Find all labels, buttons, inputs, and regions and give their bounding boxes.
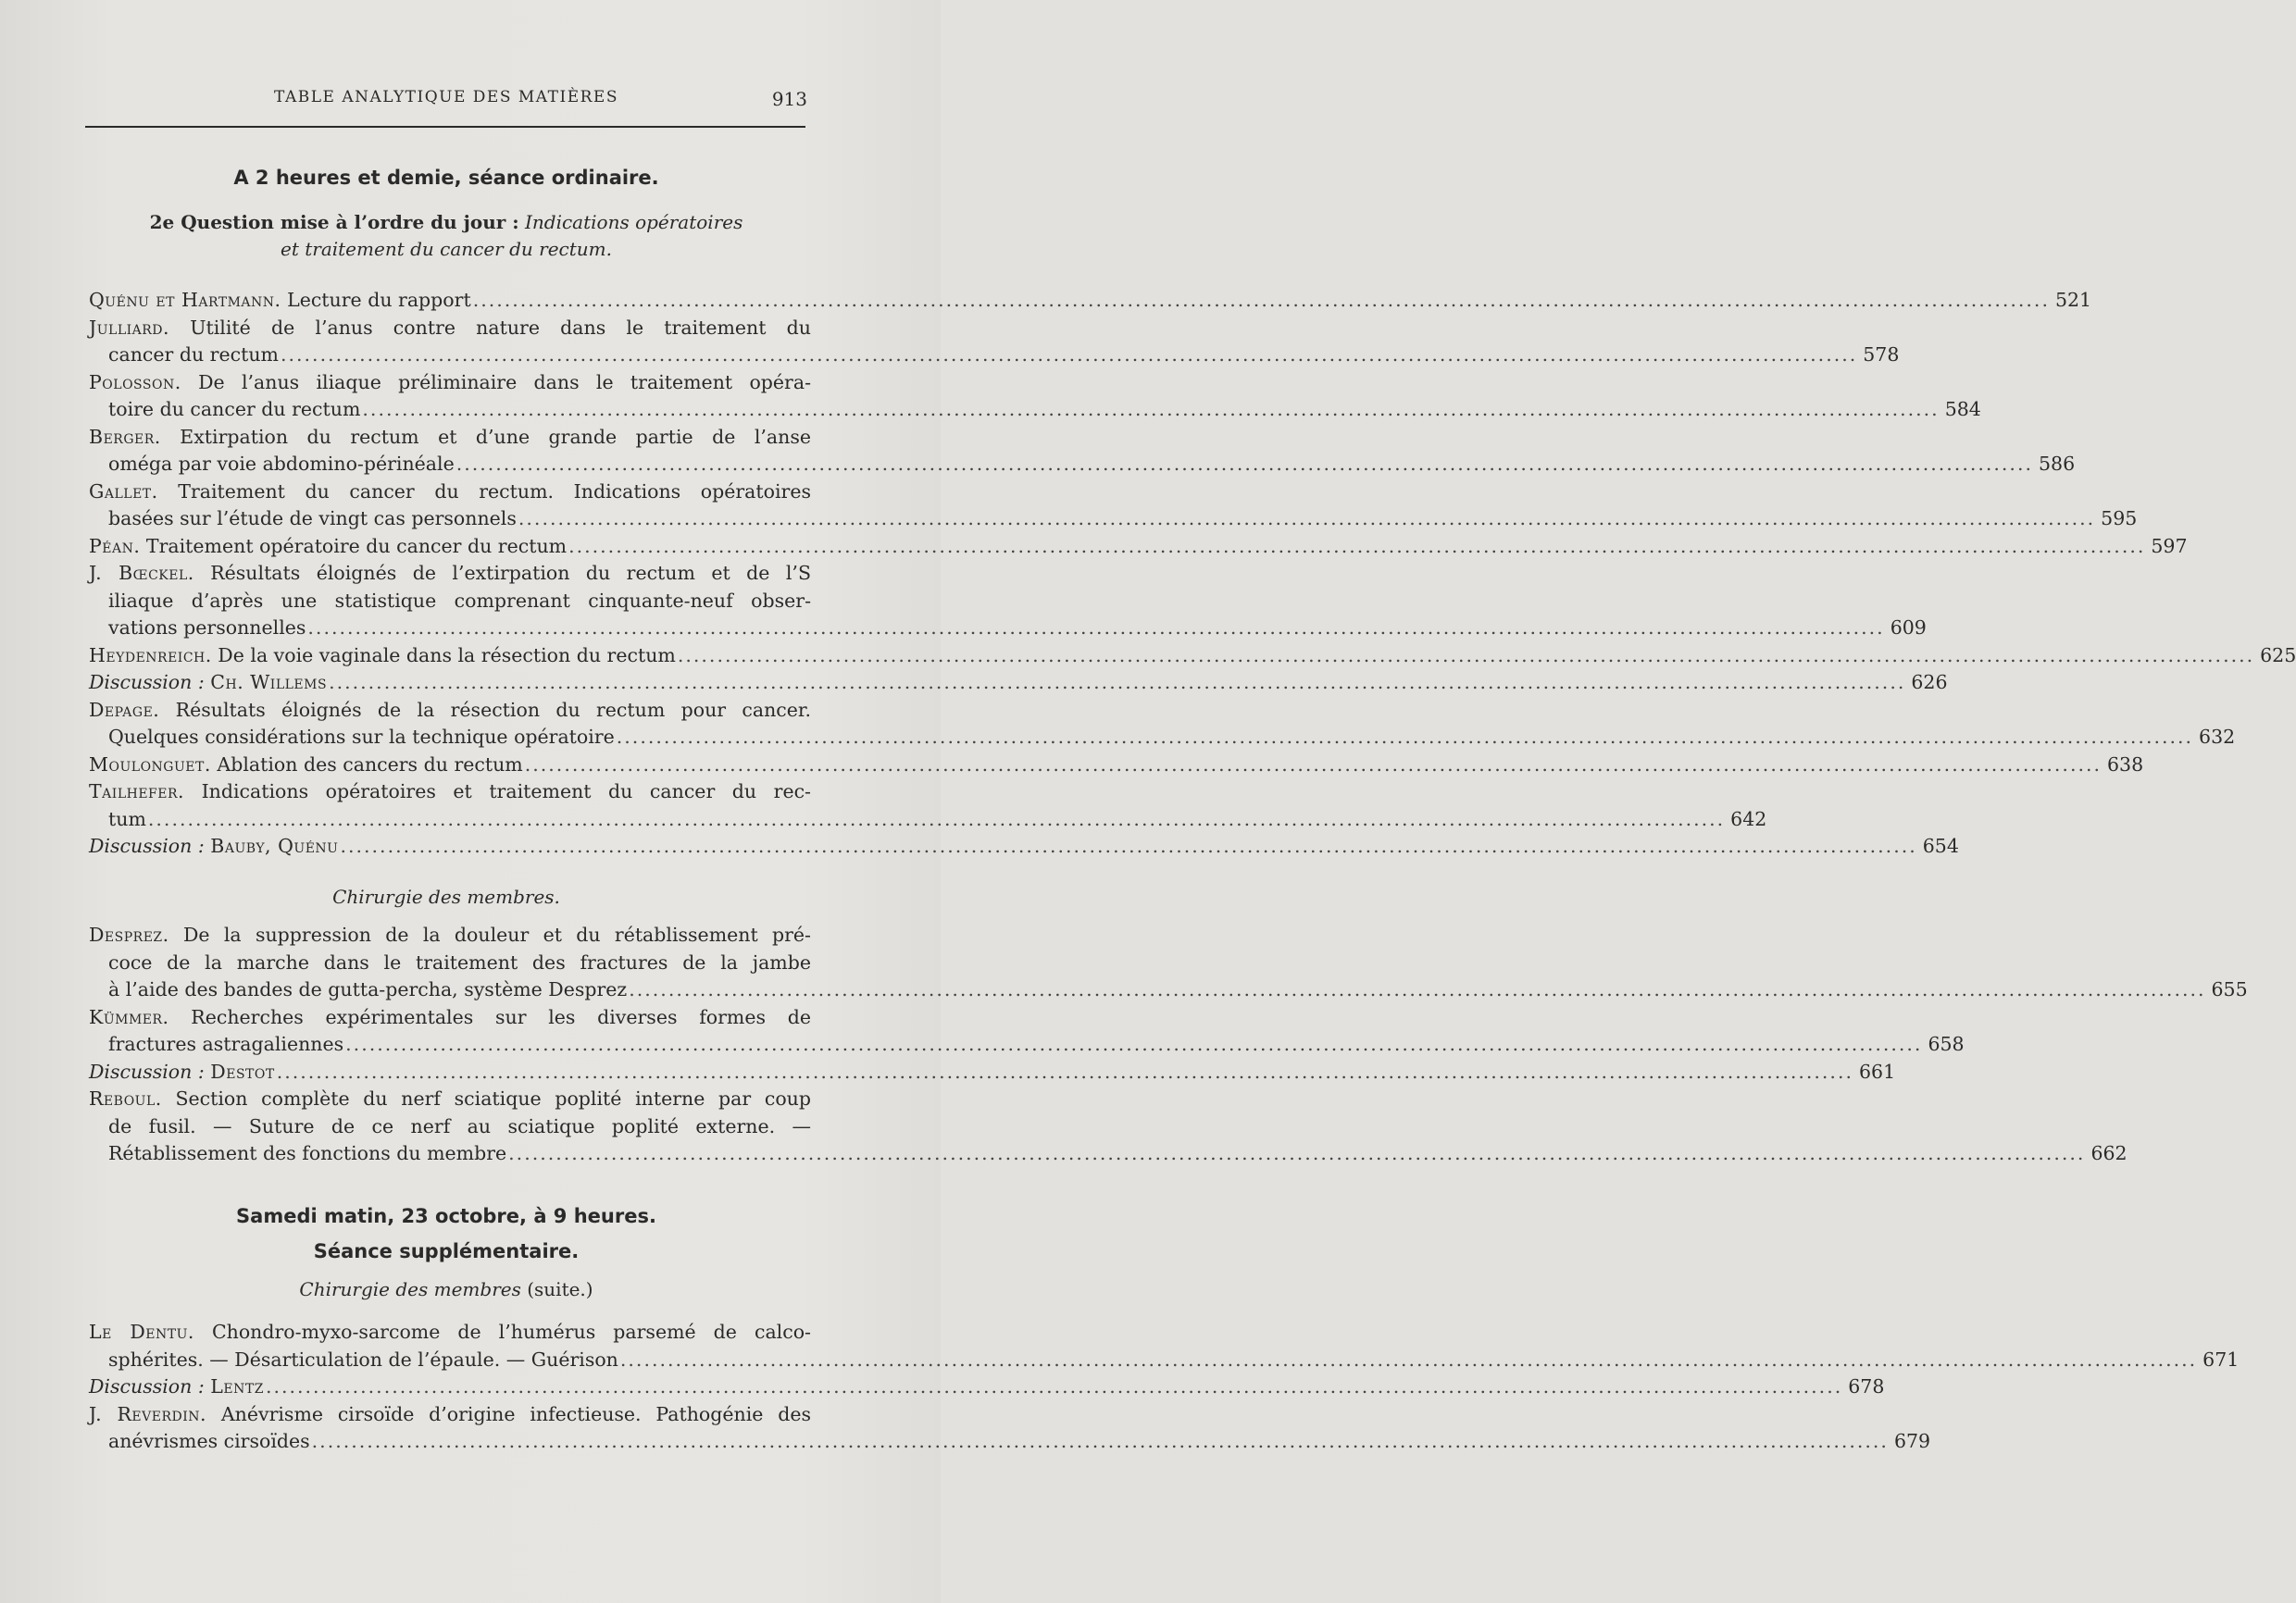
toc-entry (89, 1401, 1931, 1456)
toc-entry (89, 1319, 2240, 1373)
toc-entry-line (89, 315, 811, 342)
author-name: Kümmer. (89, 1005, 169, 1028)
entry-page-number: 521 (2054, 289, 2092, 311)
author-name: Gallet. (89, 479, 158, 503)
dot-leader: ........................................................................................................................................................................................................ (307, 616, 1885, 639)
toc-entry-line (89, 922, 811, 950)
entry-page-number: 662 (2090, 1142, 2128, 1164)
toc-entry (89, 752, 2144, 779)
toc-entry-line (89, 560, 811, 588)
entry-text: Anévrisme cirsoïde d’origine infectieuse. Pathogénie des (220, 1402, 811, 1425)
toc-entry-line (89, 287, 2092, 315)
dot-leader: ........................................................................................................................................................................................................ (619, 1348, 2198, 1371)
author-name: Polosson. (89, 370, 181, 393)
running-title: TABLE ANALYTIQUE DES MATIÈRES (274, 88, 618, 106)
entry-text: Traitement du cancer du rectum. Indications opératoires (178, 479, 811, 503)
entry-page-number: 625 (2260, 643, 2296, 666)
toc-entry-line (89, 724, 2236, 752)
toc-entry-line (89, 697, 811, 725)
dot-leader: ........................................................................................................................................................................................................ (508, 1142, 2086, 1164)
entry-page-number: 632 (2199, 726, 2236, 748)
toc-entry-line (89, 1401, 811, 1429)
toc-entry (89, 1004, 1965, 1059)
toc-entry-line (89, 1031, 1965, 1059)
question-heading (85, 209, 807, 263)
entry-text: tum (108, 807, 146, 830)
toc-entry (89, 922, 2248, 1004)
entry-text: fractures astragaliennes (108, 1033, 344, 1055)
entry-text: De la suppression de la douleur et du rétablissement pré- (182, 924, 811, 946)
author-name: J. Bœckel. (89, 562, 194, 584)
entry-page-number: 655 (2211, 978, 2248, 1000)
subheading-suffix: (suite.) (527, 1278, 593, 1300)
entry-text: sphérites. — Désarticulation de l’épaule. — Guérison (108, 1348, 618, 1371)
discussion-label: Discussion : (89, 671, 205, 693)
toc-entry-line (89, 396, 1981, 424)
toc-entry-line (89, 976, 2248, 1004)
entry-text: Quelques considérations sur la technique opératoire (108, 726, 615, 748)
section-heading-supplementaire: Séance supplémentaire. (313, 1240, 580, 1262)
dot-leader: ........................................................................................................................................................................................................ (280, 343, 1858, 366)
entry-text: Résultats éloignés de l’extirpation du rectum et de l’S (210, 562, 811, 584)
entry-page-number: 642 (1730, 807, 1767, 830)
author-name: Quénu et Hartmann. (89, 289, 281, 311)
toc-entry-line (89, 778, 811, 806)
toc-entry-line (89, 806, 1767, 834)
author-name: Tailhefer. (89, 780, 185, 802)
entry-page-number: 679 (1893, 1430, 1931, 1452)
toc-entry-line (89, 1004, 811, 1032)
toc-entry-line (89, 615, 1927, 642)
author-name: Lentz (210, 1375, 264, 1398)
entry-page-number: 658 (1928, 1033, 1965, 1055)
entry-page-number: 638 (2107, 752, 2144, 776)
discussion-label: Discussion : (89, 1375, 205, 1398)
toc-entry-line (89, 833, 1959, 861)
toc-entry-line (89, 950, 811, 977)
toc-entry-line (89, 1347, 2240, 1374)
entry-page-number: 609 (1890, 616, 1927, 639)
entry-text: basées sur l’étude de vingt cas personnels (108, 507, 517, 529)
entry-page-number: 678 (1848, 1375, 1885, 1398)
toc-entry (89, 833, 1959, 861)
toc-entry (89, 533, 2188, 561)
toc-entry (89, 424, 2076, 478)
toc-entry (89, 315, 1900, 369)
entry-text: De la voie vaginale dans la résection du rectum (218, 643, 676, 666)
author-name: J. Reverdin. (89, 1402, 207, 1425)
toc-entry-line (89, 533, 2188, 561)
entry-text: toire du cancer du rectum (108, 398, 361, 420)
toc-entry-line (89, 752, 2144, 779)
entry-text: coce de la marche dans le traitement des fractures de la jambe (108, 951, 811, 974)
toc-entry (89, 669, 1948, 697)
entry-text: Rétablissement des fonctions du membre (108, 1142, 507, 1164)
toc-entry-line (89, 369, 811, 397)
toc-entry-line (89, 1059, 1896, 1087)
toc-entry-line (89, 669, 1948, 697)
toc-entry-line (89, 451, 2076, 478)
author-name: Ch. Willems (210, 671, 328, 693)
toc-entry-line (89, 505, 2138, 533)
entry-page-number: 595 (2101, 507, 2138, 529)
entry-text: Extirpation du rectum et d’une grande partie de l’anse (180, 425, 811, 448)
toc-entry (89, 478, 2138, 533)
running-head (85, 88, 807, 116)
toc-entry (89, 560, 1927, 642)
entry-text: Utilité de l’anus contre nature dans le traitement du (190, 316, 811, 339)
toc-entry-line (89, 588, 811, 615)
page-number: 913 (771, 88, 807, 110)
dot-leader: ........................................................................................................................................................................................................ (311, 1430, 1889, 1452)
dot-leader: ........................................................................................................................................................................................................ (345, 1033, 1923, 1055)
toc-entry-line (89, 1113, 811, 1141)
entry-text: Résultats éloignés de la résection du rectum pour cancer. (175, 698, 811, 721)
subheading-suite (85, 1278, 807, 1300)
toc-entry-line (89, 1428, 1931, 1456)
dot-leader: ........................................................................................................................................................................................................ (340, 835, 1917, 857)
author-name: Desprez. (89, 924, 169, 946)
entry-page-number: 661 (1858, 1060, 1896, 1083)
author-name: Heydenreich. (89, 643, 212, 666)
toc-entry-line (89, 1319, 811, 1347)
question-label: 2e Question mise à l’ordre du jour : (149, 211, 519, 233)
toc-entry-line (89, 642, 2296, 670)
entry-text: Chondro-myxo-sarcome de l’humérus parsemé de calco- (211, 1321, 811, 1343)
entry-text: à l’aide des bandes de gutta-percha, système Desprez (108, 978, 628, 1000)
dot-leader: ........................................................................................................................................................................................................ (472, 289, 2050, 311)
toc-entry (89, 369, 1981, 424)
dot-leader: ........................................................................................................................................................................................................ (629, 978, 2206, 1000)
section-heading-samedi: Samedi matin, 23 octobre, à 9 heures. (236, 1205, 656, 1227)
entry-page-number: 654 (1922, 835, 1959, 857)
entry-text: vations personnelles (108, 616, 306, 639)
question-text-line-1: Indications opératoires (524, 211, 743, 233)
entry-text: Ablation des cancers du rectum (217, 752, 523, 776)
entry-text: Indications opératoires et traitement du cancer du rec- (201, 780, 811, 802)
author-name: Berger. (89, 425, 161, 448)
entry-text: iliaque d’après une statistique comprenant cinquante-neuf obser- (108, 589, 811, 612)
toc-entry (89, 697, 2236, 752)
entry-text: Recherches expérimentales sur les diverses formes de (191, 1005, 811, 1028)
author-name: Depage. (89, 698, 160, 721)
entry-page-number: 626 (1911, 671, 1948, 693)
author-name: Julliard. (89, 316, 170, 339)
dot-leader: ........................................................................................................................................................................................................ (147, 807, 1726, 830)
toc-entry (89, 287, 2092, 315)
dot-leader: ........................................................................................................................................................................................................ (455, 453, 2033, 475)
subheading-italic: Chirurgie des membres (299, 1278, 521, 1300)
dot-leader: ........................................................................................................................................................................................................ (568, 534, 2146, 557)
dot-leader: ........................................................................................................................................................................................................ (329, 671, 1906, 693)
toc-entry-line (89, 342, 1900, 369)
section-heading-ordinary-session: A 2 heures et demie, séance ordinaire. (233, 167, 659, 189)
entry-page-number: 584 (1944, 398, 1981, 420)
header-rule (85, 126, 805, 128)
dot-leader: ........................................................................................................................................................................................................ (362, 398, 1940, 420)
entry-text: cancer du rectum (108, 343, 279, 366)
discussion-label: Discussion : (89, 1060, 205, 1083)
entry-text: De l’anus iliaque préliminaire dans le traitement opéra- (198, 370, 811, 393)
entry-page-number: 586 (2038, 453, 2076, 475)
toc-entry (89, 1086, 2128, 1168)
author-name: Péan. (89, 534, 141, 557)
entry-text: anévrismes cirsoïdes (108, 1430, 310, 1452)
author-name: Moulonguet. (89, 752, 211, 776)
entry-text: Section complète du nerf sciatique poplité interne par coup (175, 1087, 811, 1110)
entry-text: Lecture du rapport (287, 289, 471, 311)
entry-text: oméga par voie abdomino-périnéale (108, 453, 455, 475)
entry-text: de fusil. — Suture de ce nerf au sciatique poplité externe. — (108, 1114, 811, 1137)
author-name: Bauby, Quénu (210, 835, 339, 857)
toc-entry-line (89, 1086, 811, 1113)
entry-page-number: 597 (2151, 534, 2188, 557)
toc-entry-line (89, 1140, 2128, 1168)
toc-entry (89, 1059, 1896, 1087)
question-text-line-2: et traitement du cancer du rectum. (281, 238, 612, 260)
dot-leader: ........................................................................................................................................................................................................ (265, 1375, 1843, 1398)
dot-leader: ........................................................................................................................................................................................................ (276, 1060, 1853, 1083)
toc-entry (89, 642, 2296, 670)
author-name: Destot (210, 1060, 275, 1083)
dot-leader: ........................................................................................................................................................................................................ (677, 643, 2255, 666)
entry-page-number: 671 (2202, 1348, 2240, 1371)
toc-entry (89, 1373, 1885, 1401)
author-name: Le Dentu. (89, 1321, 194, 1343)
toc-entry-line (89, 478, 811, 506)
discussion-label: Discussion : (89, 835, 205, 857)
toc-entry (89, 778, 1767, 833)
dot-leader: ........................................................................................................................................................................................................ (616, 726, 2194, 748)
entry-text: Traitement opératoire du cancer du rectum (145, 534, 568, 557)
entry-page-number: 578 (1863, 343, 1900, 366)
dot-leader: ........................................................................................................................................................................................................ (524, 752, 2103, 776)
toc-entry-line (89, 1373, 1885, 1401)
dot-leader: ........................................................................................................................................................................................................ (518, 507, 2096, 529)
author-name: Reboul. (89, 1087, 162, 1110)
toc-entry-line (89, 424, 811, 452)
section-heading-chirurgie-membres: Chirurgie des membres. (332, 886, 560, 908)
